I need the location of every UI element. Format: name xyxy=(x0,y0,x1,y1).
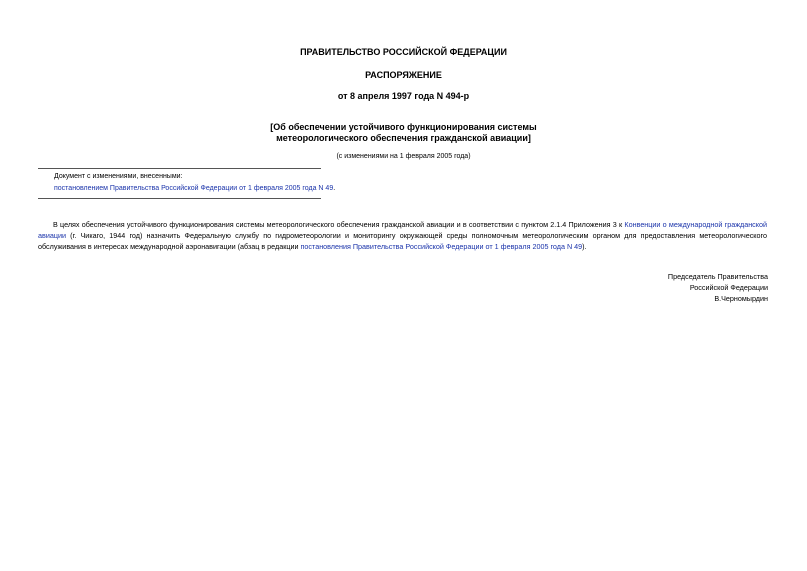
paragraph-text-3: ). xyxy=(582,242,587,251)
divider-bottom xyxy=(38,198,321,199)
document-type-heading: РАСПОРЯЖЕНИЕ xyxy=(365,70,442,80)
amendment-link[interactable]: постановлением Правительства Российской Федерации от 1 февраля 2005 года N 49 xyxy=(54,185,334,192)
divider-top xyxy=(38,168,321,169)
body-paragraph xyxy=(38,219,767,252)
paragraph-text-1: В целях обеспечения устойчивого функционирования системы метеорологического обеспечения гражданской авиации и в соответствии с пунктом 2.1.4 Приложения 3 к xyxy=(53,220,625,229)
changes-label: Документ с изменениями, внесенными: xyxy=(54,173,183,180)
title-line-2: метеорологического обеспечения гражданской авиации] xyxy=(276,133,531,143)
signature-block xyxy=(668,271,768,304)
resolution-link[interactable]: постановления Правительства Российской Федерации от 1 февраля 2005 года N 49 xyxy=(300,242,583,251)
date-number-heading: от 8 апреля 1997 года N 494-р xyxy=(337,91,470,101)
amendment-note: (с изменениями на 1 февраля 2005 года) xyxy=(336,153,471,160)
signatory-title: Председатель Правительства xyxy=(667,272,768,281)
signatory-country: Российской Федерации xyxy=(689,283,768,292)
signatory-name: В.Черномырдин xyxy=(714,294,768,303)
convention-link[interactable]: Конвенции о международной гражданской авиации xyxy=(38,220,767,240)
changes-link-row: постановлением Правительства Российской Федерации от 1 февраля 2005 года N 49. xyxy=(54,185,336,192)
paragraph-text-2: (г. Чикаго, 1944 год) назначить Федеральную службу по гидрометеорологии и мониторингу окружающей среды полномочным метеорологическим органом для предоставления метеорологического обслуживания в интересах международной аэронавигации (абзац в редакции xyxy=(38,231,767,251)
issuer-heading: ПРАВИТЕЛЬСТВО РОССИЙСКОЙ ФЕДЕРАЦИИ xyxy=(300,47,507,57)
title-line-1: [Об обеспечении устойчивого функционирования системы xyxy=(270,122,537,132)
